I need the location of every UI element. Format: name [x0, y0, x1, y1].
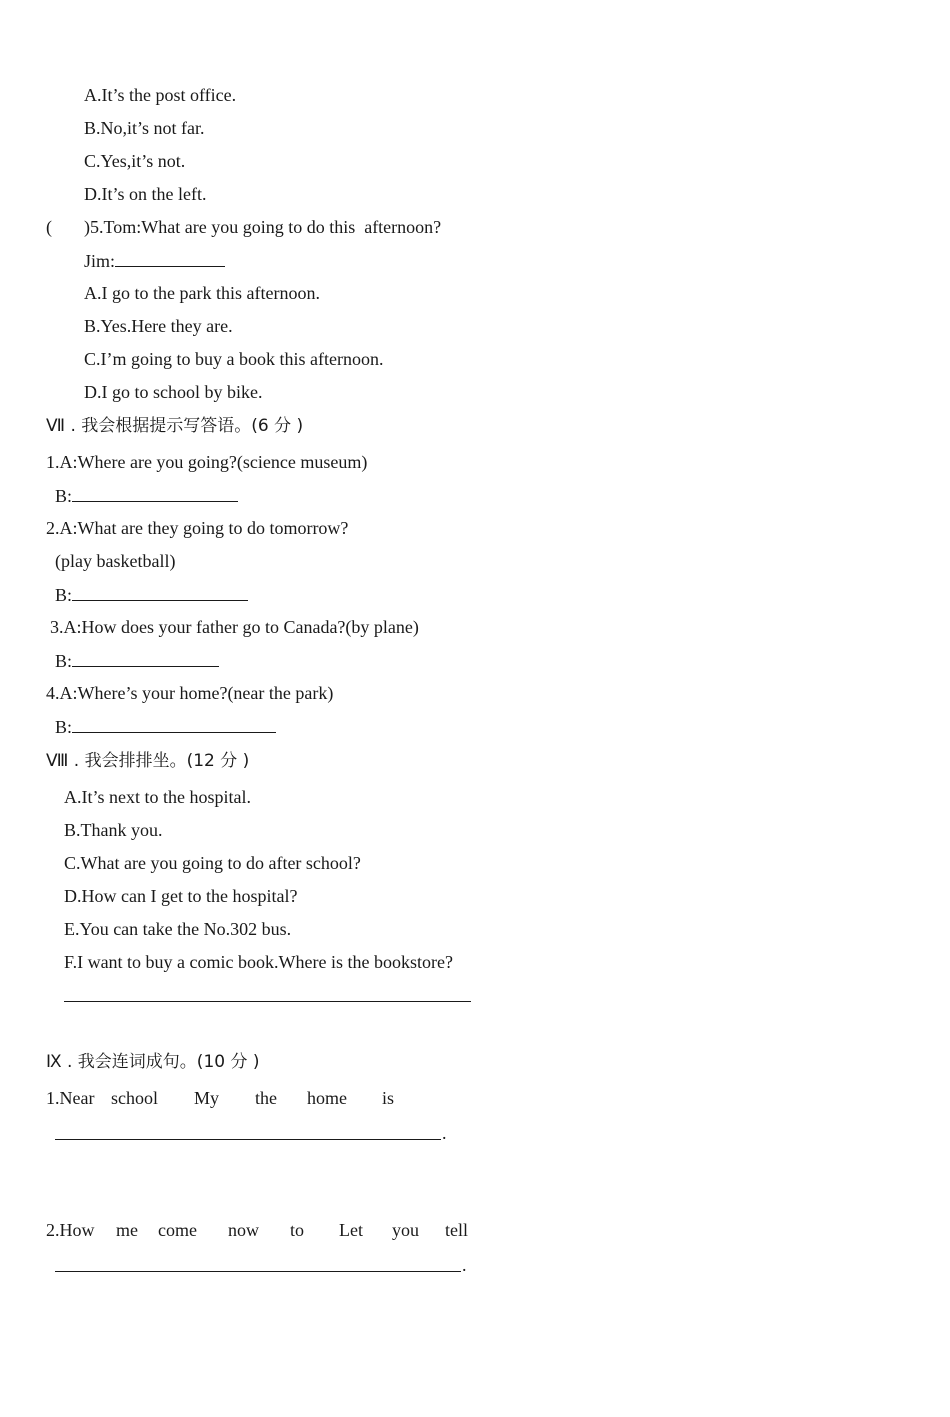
- section7-answer-1: [55, 484, 238, 507]
- section8-option-b: B.Thank you.: [64, 820, 163, 840]
- answer-prefix: B:: [55, 717, 73, 737]
- section8-answer-line[interactable]: [64, 1001, 471, 1002]
- word: tell: [445, 1220, 468, 1240]
- section7-answer-4: [55, 715, 276, 738]
- q5-option-c: C.I’m going to buy a book this afternoon.: [84, 349, 384, 369]
- word: My: [194, 1088, 220, 1108]
- q5-question: 5.Tom:What are you going to do this afternoon?: [90, 217, 442, 237]
- section9-q2-words: [0, 1219, 950, 1241]
- q5-paren-close: ): [84, 217, 90, 237]
- q4-option-c: C.Yes,it’s not.: [84, 151, 186, 171]
- section7-answer-3: [55, 649, 219, 672]
- q5-answer-blank[interactable]: [115, 249, 225, 267]
- q4-option-a: A.It’s the post office.: [84, 85, 237, 105]
- word: the: [255, 1088, 277, 1108]
- section8-option-d: D.How can I get to the hospital?: [64, 886, 298, 906]
- section7-answer-2: [55, 583, 248, 606]
- section9-title: Ⅸ . 我会连词成句。(10 分 ): [46, 1052, 260, 1072]
- section9-q2-period: .: [462, 1255, 467, 1275]
- word: to: [290, 1220, 305, 1240]
- q5-answer-line: [84, 249, 225, 272]
- word: home: [307, 1088, 347, 1108]
- answer-prefix: B:: [55, 585, 73, 605]
- section7-item-1: 1.A:Where are you going?(science museum): [46, 452, 368, 472]
- word: 2.How: [46, 1220, 95, 1240]
- word: me: [116, 1220, 138, 1240]
- section7-item-4: 4.A:Where’s your home?(near the park): [46, 683, 334, 703]
- section8-option-c: C.What are you going to do after school?: [64, 853, 361, 873]
- word: is: [382, 1088, 395, 1108]
- section7-item-2-hint: (play basketball): [55, 551, 176, 571]
- word: school: [111, 1088, 158, 1108]
- answer-blank-2[interactable]: [72, 583, 248, 601]
- answer-prefix: B:: [55, 651, 73, 671]
- word: 1.Near: [46, 1088, 95, 1108]
- section9-q1-words: [0, 1087, 950, 1109]
- q4-option-b: B.No,it’s not far.: [84, 118, 205, 138]
- section7-item-2: 2.A:What are they going to do tomorrow?: [46, 518, 349, 538]
- section8-title: Ⅷ . 我会排排坐。(12 分 ): [46, 751, 250, 771]
- q5-option-b: B.Yes.Here they are.: [84, 316, 233, 336]
- answer-blank-3[interactable]: [72, 649, 219, 667]
- word: now: [228, 1220, 259, 1240]
- section8-option-a: A.It’s next to the hospital.: [64, 787, 251, 807]
- section8-option-e: E.You can take the No.302 bus.: [64, 919, 292, 939]
- q5-paren-open: (: [46, 217, 52, 237]
- answer-prefix: B:: [55, 486, 73, 506]
- section9-q2-answer-line[interactable]: [55, 1271, 461, 1272]
- section7-title: Ⅶ . 我会根据提示写答语。(6 分 ): [46, 416, 304, 436]
- q4-option-d: D.It’s on the left.: [84, 184, 207, 204]
- word: you: [392, 1220, 419, 1240]
- answer-blank-4[interactable]: [72, 715, 276, 733]
- section9-q1-period: .: [442, 1123, 447, 1143]
- section8-option-f: F.I want to buy a comic book.Where is the bookstore?: [64, 952, 453, 972]
- word: Let: [339, 1220, 363, 1240]
- answer-blank-1[interactable]: [72, 484, 238, 502]
- q5-option-a: A.I go to the park this afternoon.: [84, 283, 320, 303]
- q5-answer-prefix: Jim:: [84, 251, 116, 271]
- section9-q1-answer-line[interactable]: [55, 1139, 441, 1140]
- section7-item-3: 3.A:How does your father go to Canada?(by plane): [50, 617, 419, 637]
- q5-option-d: D.I go to school by bike.: [84, 382, 263, 402]
- word: come: [158, 1220, 197, 1240]
